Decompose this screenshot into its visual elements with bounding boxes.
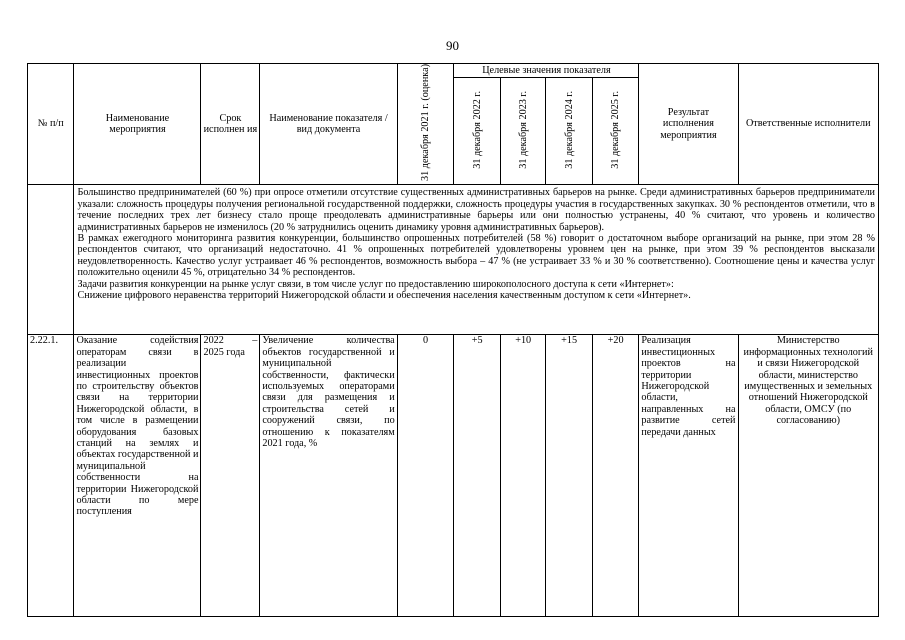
row-indicator: Увеличение количества объектов государственной и муниципальной собственности, фактически используемых операторами связи для размещения и строительства сетей и сооружений связи, по отношению к показателям 2021 года, % <box>260 335 397 617</box>
row-name: Оказание содействия операторам связи в реализации инвестиционных проектов по строительству объектов связи на территории Нижегородской области, в том числе в размещении оборудования базовых станций на землях и объектах государственной и муниципальной собственности на территории Нижегородской области по мере поступления <box>74 335 201 617</box>
header-result: Результат исполнения мероприятия <box>639 64 738 185</box>
header-num: № п/п <box>28 64 74 185</box>
header-executors: Ответственные исполнители <box>738 64 879 185</box>
header-target-2025: 31 декабря 2025 г. <box>592 78 639 185</box>
info-paragraph: Снижение цифрового неравенства территорий Нижегородской области и обеспечения населения качественным доступом к сети «Интернет». <box>77 290 691 301</box>
header-name: Наименование мероприятия <box>74 64 201 185</box>
row-result: Реализация инвестиционных проектов на территории Нижегородской области, направленных на развитие сетей передачи данных <box>639 335 738 617</box>
info-paragraph: Задачи развития конкуренции на рынке услуг связи, в том числе услуг по предоставлению широкополосного доступа к сети «Интернет»: <box>77 278 674 290</box>
header-target-2022: 31 декабря 2022 г. <box>454 78 500 185</box>
row-base-value: 0 <box>397 335 454 617</box>
header-base: 31 декабря 2021 г. (оценка) <box>397 64 454 185</box>
header-term: Срок исполнен ия <box>201 64 260 185</box>
header-target-2024: 31 декабря 2024 г. <box>546 78 592 185</box>
info-empty-cell <box>28 185 74 335</box>
row-term: 2022 – 2025 года <box>201 335 260 617</box>
table-row <box>28 335 879 617</box>
row-target-2023: +10 <box>500 335 545 617</box>
row-target-2024: +15 <box>546 335 592 617</box>
info-paragraph: Большинство предпринимателей (60 %) при опросе отметили отсутствие существенных административных барьеров на рынке. Среди административных барьеров предприниматели указали: сложность процедуры получения региональной государственной поддержки, сложность процедуры участия в государственных закупках. 30 % респондентов отметили, что в течение последних трех лет бизнесу стало проще преодолевать административные барьеры или они полностью устранены, 40 % считают, что уровень и количество административных барьеров не изменилось (20 % затруднились оценить динамику уровня административных барьеров). <box>77 187 875 233</box>
row-target-2022: +5 <box>454 335 500 617</box>
row-executors: Министерство информационных технологий и связи Нижегородской области, министерство имущественных и земельных отношений Нижегородской области, ОМСУ (по согласованию) <box>738 335 879 617</box>
row-target-2025: +20 <box>592 335 639 617</box>
header-target-2023: 31 декабря 2023 г. <box>500 78 545 185</box>
header-targets-group: Целевые значения показателя <box>454 64 639 78</box>
measures-table <box>27 63 879 617</box>
row-num: 2.22.1. <box>28 335 74 617</box>
page-number: 90 <box>446 38 459 53</box>
info-paragraph: В рамках ежегодного мониторинга развития конкуренции, большинство опрошенных потребителей (58 %) говорит о достаточном выборе организаций на рынке, при этом 28 % респондентов считают, что организаций недостаточно. 41 % опрошенных потребителей удовлетворены уровнем цен на рынке, при этом 39 % респондентов высказали неудовлетворенность. Качество услуг устраивает 46 % респондентов, возможность выбора – 47 % (не устраивает 33 % и 30 % соответственно). Соотношение цены и качества услуг положительно оценили 45 %, отрицательно 34 % респондентов. <box>77 232 875 279</box>
header-indicator: Наименование показателя / вид документа <box>260 64 397 185</box>
info-block <box>74 185 879 335</box>
